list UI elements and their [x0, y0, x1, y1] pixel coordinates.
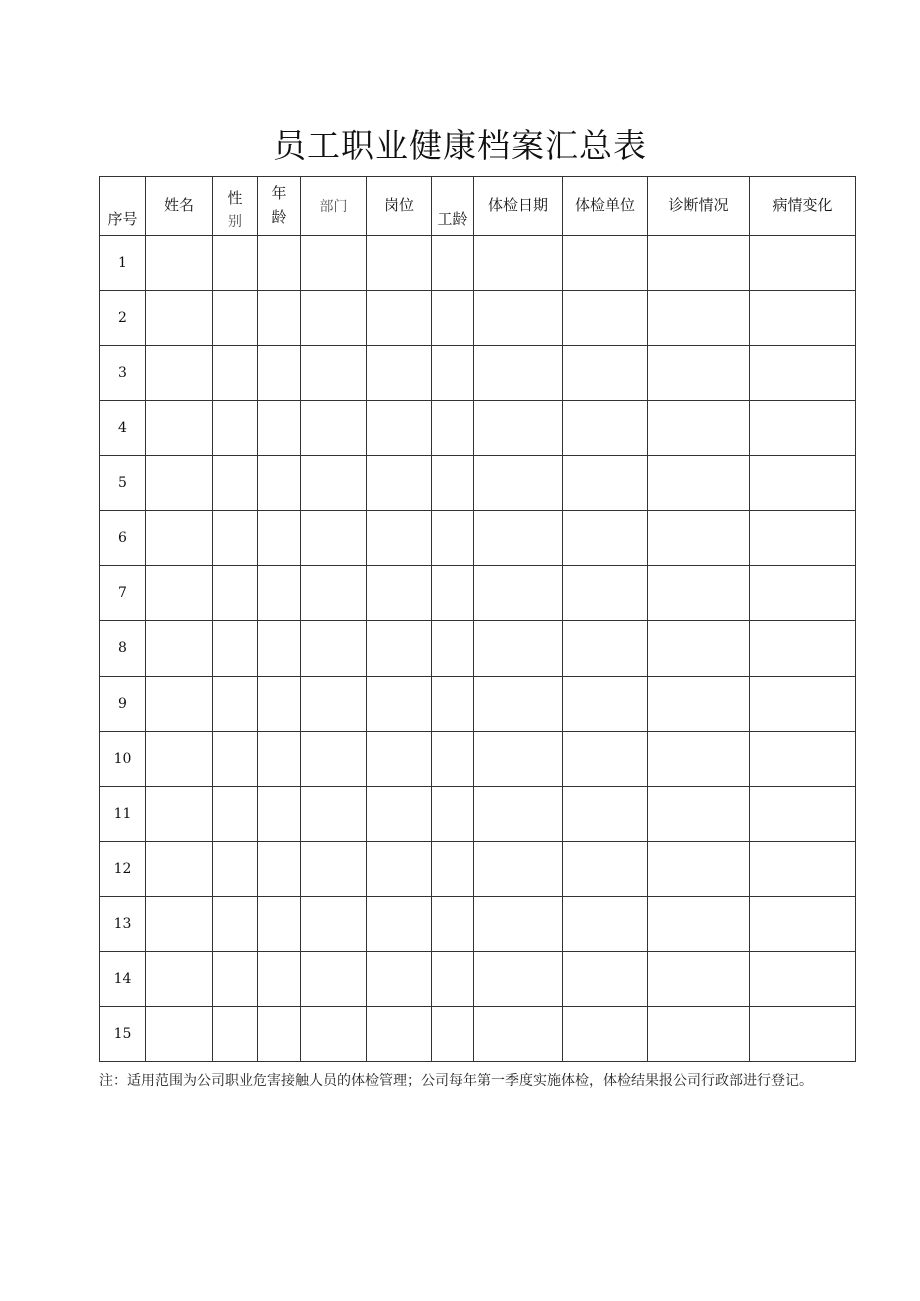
table-cell[interactable] — [367, 731, 432, 786]
table-cell[interactable] — [648, 566, 750, 621]
header-diagnosis-label: 诊断情况 — [668, 196, 729, 214]
table-cell[interactable] — [563, 1006, 648, 1061]
table-cell[interactable] — [146, 841, 213, 896]
table-row — [100, 236, 856, 291]
row-number: 4 — [100, 401, 146, 456]
table-cell[interactable] — [367, 676, 432, 731]
header-row — [100, 177, 856, 236]
header-name — [146, 177, 213, 236]
table-cell[interactable] — [146, 786, 213, 841]
table-cell[interactable] — [750, 786, 856, 841]
table-cell[interactable] — [750, 676, 856, 731]
table-cell[interactable] — [563, 511, 648, 566]
table-cell[interactable] — [146, 896, 213, 951]
table-cell[interactable] — [563, 456, 648, 511]
table-cell[interactable] — [474, 951, 563, 1006]
table-row — [100, 346, 856, 401]
row-number: 13 — [100, 896, 146, 951]
header-position-label: 岗位 — [383, 196, 414, 214]
table-cell[interactable] — [301, 1006, 367, 1061]
header-department — [301, 177, 367, 236]
table-cell[interactable] — [474, 896, 563, 951]
table-cell[interactable] — [432, 346, 474, 401]
header-seniority-label: 工龄 — [437, 210, 468, 228]
table-cell[interactable] — [146, 621, 213, 676]
table-cell[interactable] — [258, 841, 301, 896]
table-row — [100, 841, 856, 896]
table-cell[interactable] — [474, 346, 563, 401]
table-cell[interactable] — [563, 676, 648, 731]
table-cell[interactable] — [213, 676, 258, 731]
table-row — [100, 731, 856, 786]
health-records-table — [99, 176, 856, 1062]
table-cell[interactable] — [213, 951, 258, 1006]
row-number: 5 — [100, 456, 146, 511]
table-cell[interactable] — [213, 841, 258, 896]
table-cell[interactable] — [563, 841, 648, 896]
header-gender-top: 性 — [227, 189, 243, 207]
table-row — [100, 896, 856, 951]
table-cell[interactable] — [367, 1006, 432, 1061]
header-exam-date-label: 体检日期 — [487, 196, 548, 214]
table-cell[interactable] — [367, 896, 432, 951]
table-cell[interactable] — [213, 456, 258, 511]
header-seniority — [432, 177, 474, 236]
table-row — [100, 951, 856, 1006]
table-cell[interactable] — [474, 786, 563, 841]
table-cell[interactable] — [432, 621, 474, 676]
table-cell[interactable] — [258, 511, 301, 566]
header-age-top: 年 — [271, 184, 287, 202]
table-cell[interactable] — [563, 401, 648, 456]
header-exam-org — [563, 177, 648, 236]
table-cell[interactable] — [474, 511, 563, 566]
header-age — [258, 177, 301, 236]
table-cell[interactable] — [146, 511, 213, 566]
table-cell[interactable] — [648, 346, 750, 401]
table-cell[interactable] — [301, 566, 367, 621]
table-row — [100, 676, 856, 731]
header-change — [750, 177, 856, 236]
table-cell[interactable] — [367, 511, 432, 566]
table-cell[interactable] — [213, 401, 258, 456]
table-cell[interactable] — [648, 951, 750, 1006]
table-cell[interactable] — [258, 786, 301, 841]
table-cell[interactable] — [146, 731, 213, 786]
table-cell[interactable] — [258, 1006, 301, 1061]
table-cell[interactable] — [563, 346, 648, 401]
table-cell[interactable] — [563, 566, 648, 621]
row-number: 6 — [100, 511, 146, 566]
table-cell[interactable] — [146, 676, 213, 731]
table-row — [100, 401, 856, 456]
table-cell[interactable] — [474, 401, 563, 456]
table-cell[interactable] — [258, 731, 301, 786]
table-cell[interactable] — [432, 401, 474, 456]
table-cell[interactable] — [367, 401, 432, 456]
table-cell[interactable] — [750, 1006, 856, 1061]
row-number: 3 — [100, 346, 146, 401]
table-cell[interactable] — [213, 1006, 258, 1061]
table-cell[interactable] — [474, 1006, 563, 1061]
table-cell[interactable] — [213, 786, 258, 841]
table-body — [100, 236, 856, 1062]
table-cell[interactable] — [301, 291, 367, 346]
table-cell[interactable] — [563, 786, 648, 841]
row-number: 8 — [100, 621, 146, 676]
table-cell[interactable] — [648, 841, 750, 896]
row-number: 9 — [100, 676, 146, 731]
header-change-label: 病情变化 — [772, 196, 833, 214]
table-cell[interactable] — [367, 841, 432, 896]
header-age-bottom: 龄 — [271, 208, 287, 226]
table-cell[interactable] — [648, 236, 750, 291]
table-cell[interactable] — [750, 951, 856, 1006]
table-cell[interactable] — [648, 1006, 750, 1061]
table-cell[interactable] — [648, 731, 750, 786]
table-row — [100, 621, 856, 676]
table-cell[interactable] — [648, 511, 750, 566]
table-cell[interactable] — [367, 346, 432, 401]
row-number: 15 — [100, 1006, 146, 1061]
table-cell[interactable] — [474, 566, 563, 621]
table-cell[interactable] — [258, 896, 301, 951]
row-number: 2 — [100, 291, 146, 346]
table-row — [100, 566, 856, 621]
table-cell[interactable] — [750, 456, 856, 511]
table-cell[interactable] — [474, 841, 563, 896]
row-number: 12 — [100, 841, 146, 896]
header-seq — [100, 177, 146, 236]
table-cell[interactable] — [750, 401, 856, 456]
table-cell[interactable] — [258, 236, 301, 291]
table-cell[interactable] — [648, 786, 750, 841]
table-cell[interactable] — [648, 676, 750, 731]
table-cell[interactable] — [301, 346, 367, 401]
table-cell[interactable] — [750, 841, 856, 896]
table-cell[interactable] — [301, 456, 367, 511]
header-seq-label: 序号 — [107, 210, 138, 228]
table-cell[interactable] — [367, 291, 432, 346]
table-cell[interactable] — [432, 731, 474, 786]
table-cell[interactable] — [301, 951, 367, 1006]
table-cell[interactable] — [563, 896, 648, 951]
table-cell[interactable] — [750, 566, 856, 621]
table-cell[interactable] — [146, 566, 213, 621]
header-position — [367, 177, 432, 236]
table-cell[interactable] — [258, 346, 301, 401]
table-cell[interactable] — [432, 566, 474, 621]
table-cell[interactable] — [146, 951, 213, 1006]
table-cell[interactable] — [432, 951, 474, 1006]
table-cell[interactable] — [146, 456, 213, 511]
table-cell[interactable] — [474, 621, 563, 676]
header-exam-date — [474, 177, 563, 236]
table-cell[interactable] — [474, 236, 563, 291]
row-number: 14 — [100, 951, 146, 1006]
table-cell[interactable] — [750, 511, 856, 566]
page-title: 员工职业健康档案汇总表 — [273, 126, 647, 165]
table-cell[interactable] — [301, 401, 367, 456]
header-gender-bottom: 别 — [228, 214, 242, 230]
table-cell[interactable] — [750, 731, 856, 786]
table-cell[interactable] — [648, 401, 750, 456]
table-cell[interactable] — [563, 731, 648, 786]
table-cell[interactable] — [301, 896, 367, 951]
table-cell[interactable] — [146, 291, 213, 346]
table-cell[interactable] — [432, 676, 474, 731]
table-cell[interactable] — [258, 291, 301, 346]
table-cell[interactable] — [750, 236, 856, 291]
table-cell[interactable] — [750, 621, 856, 676]
table-cell[interactable] — [750, 291, 856, 346]
table-cell[interactable] — [563, 236, 648, 291]
table-cell[interactable] — [301, 621, 367, 676]
table-cell[interactable] — [258, 456, 301, 511]
table-cell[interactable] — [301, 786, 367, 841]
table-cell[interactable] — [432, 456, 474, 511]
table-cell[interactable] — [301, 236, 367, 291]
table-row — [100, 456, 856, 511]
row-number: 1 — [100, 236, 146, 291]
table-cell[interactable] — [258, 566, 301, 621]
table-cell[interactable] — [213, 346, 258, 401]
table-cell[interactable] — [367, 786, 432, 841]
table-cell[interactable] — [258, 621, 301, 676]
table-cell[interactable] — [367, 621, 432, 676]
table-cell[interactable] — [432, 896, 474, 951]
footnote: 注：适用范围为公司职业危害接触人员的体检管理；公司每年第一季度实施体检，体检结果报公司行政部进行登记。 — [99, 1073, 813, 1089]
header-exam-org-label: 体检单位 — [574, 196, 635, 214]
table-cell[interactable] — [258, 676, 301, 731]
table-cell[interactable] — [301, 511, 367, 566]
table-cell[interactable] — [432, 841, 474, 896]
table-cell[interactable] — [563, 951, 648, 1006]
row-number: 10 — [100, 731, 146, 786]
table-cell[interactable] — [367, 236, 432, 291]
row-number: 11 — [100, 786, 146, 841]
table-cell[interactable] — [750, 896, 856, 951]
table-cell[interactable] — [146, 346, 213, 401]
table-cell[interactable] — [474, 456, 563, 511]
table-cell[interactable] — [367, 951, 432, 1006]
table-row — [100, 511, 856, 566]
table-cell[interactable] — [563, 621, 648, 676]
table-cell[interactable] — [432, 786, 474, 841]
row-number: 7 — [100, 566, 146, 621]
table-cell[interactable] — [648, 621, 750, 676]
header-name-label: 姓名 — [163, 196, 194, 214]
table-row — [100, 291, 856, 346]
table-cell[interactable] — [432, 236, 474, 291]
table-cell[interactable] — [213, 236, 258, 291]
table-cell[interactable] — [301, 676, 367, 731]
table-cell[interactable] — [213, 731, 258, 786]
table-cell[interactable] — [301, 841, 367, 896]
table-cell[interactable] — [146, 236, 213, 291]
header-diagnosis — [648, 177, 750, 236]
table-cell[interactable] — [213, 621, 258, 676]
table-cell[interactable] — [146, 1006, 213, 1061]
table-cell[interactable] — [474, 291, 563, 346]
table-cell[interactable] — [648, 291, 750, 346]
table-cell[interactable] — [213, 896, 258, 951]
table-cell[interactable] — [213, 511, 258, 566]
table-cell[interactable] — [432, 511, 474, 566]
table-cell[interactable] — [432, 291, 474, 346]
table-cell[interactable] — [474, 676, 563, 731]
table-cell[interactable] — [750, 346, 856, 401]
table-cell[interactable] — [432, 1006, 474, 1061]
table-row — [100, 1006, 856, 1061]
table-cell[interactable] — [367, 456, 432, 511]
table-cell[interactable] — [213, 566, 258, 621]
table-cell[interactable] — [213, 291, 258, 346]
table-cell[interactable] — [258, 951, 301, 1006]
table-cell[interactable] — [301, 731, 367, 786]
table-cell[interactable] — [648, 896, 750, 951]
header-department-label: 部门 — [319, 199, 348, 215]
table-cell[interactable] — [474, 731, 563, 786]
table-cell[interactable] — [146, 401, 213, 456]
table-row — [100, 786, 856, 841]
table-cell[interactable] — [648, 456, 750, 511]
table-cell[interactable] — [367, 566, 432, 621]
table-cell[interactable] — [563, 291, 648, 346]
table-cell[interactable] — [258, 401, 301, 456]
header-gender — [213, 177, 258, 236]
